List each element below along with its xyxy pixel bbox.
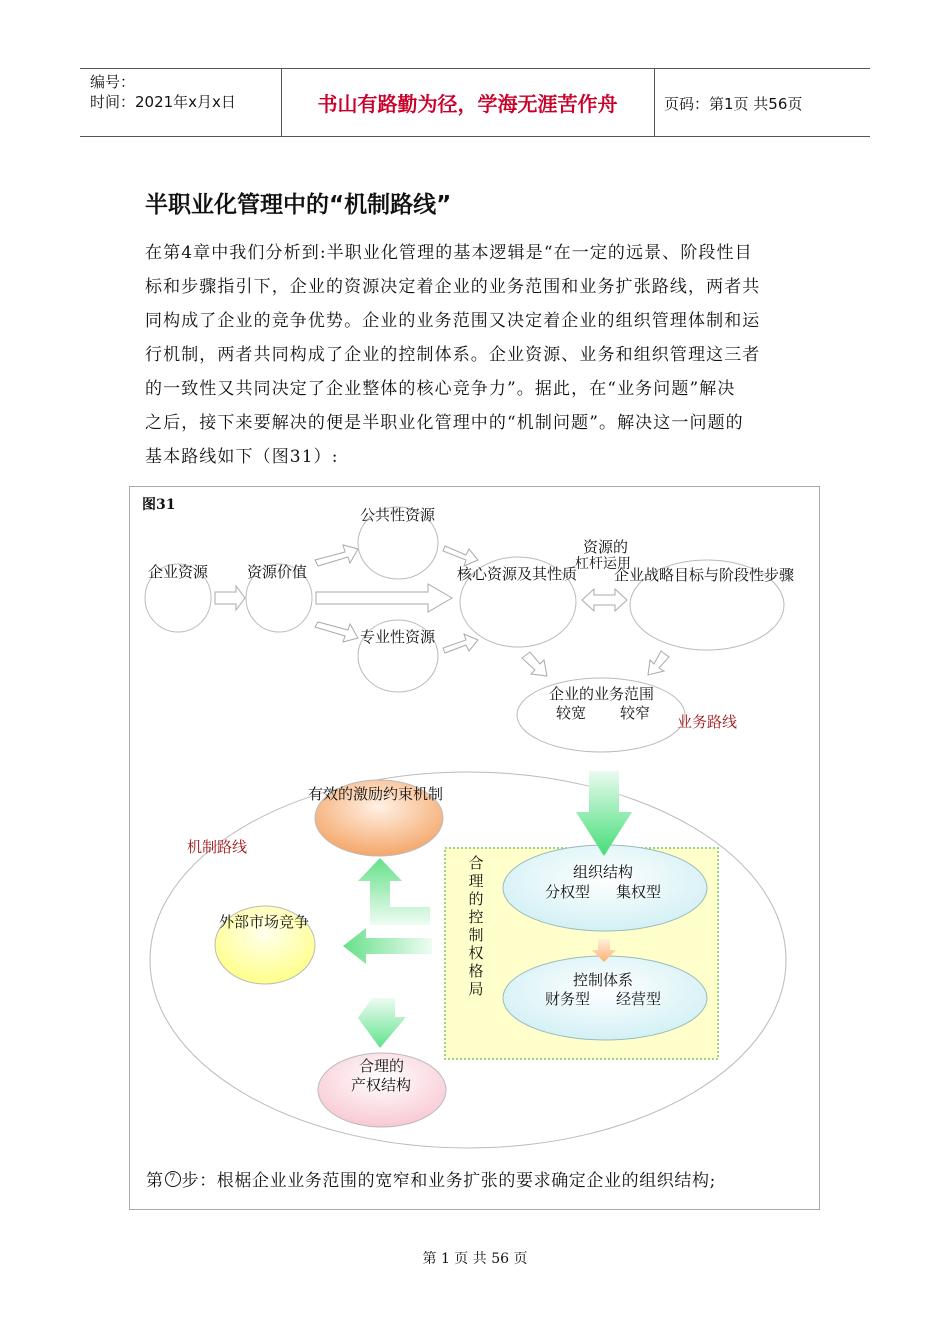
label-control-pattern xyxy=(466,854,486,998)
arrow-right-icon xyxy=(316,584,452,612)
label-special-resources: 专业性资源 xyxy=(360,628,436,646)
paragraph-line: 基本路线如下（图31）: xyxy=(145,447,339,467)
label-enterprise-resources: 企业资源 xyxy=(148,563,209,581)
step-number: 7 xyxy=(169,1172,177,1184)
label-public-resources: 公共性资源 xyxy=(360,506,436,524)
vertical-char: 局 xyxy=(468,980,484,998)
step-line xyxy=(146,1166,716,1191)
label-scope-narrow: 较窄 xyxy=(620,704,651,722)
green-down-elbow-arrow xyxy=(358,998,430,1048)
label-strategy-goals: 企业战略目标与阶段性步骤 xyxy=(614,566,795,584)
vertical-char: 权 xyxy=(468,944,484,962)
label-incentive: 有效的激励约束机制 xyxy=(308,785,444,803)
arrow-down-right-icon xyxy=(315,622,358,642)
label-decentralized: 分权型 xyxy=(545,883,591,901)
label-centralized: 集权型 xyxy=(616,883,662,901)
label-control-system: 控制体系 xyxy=(573,971,634,989)
label-resource-value: 资源价值 xyxy=(247,563,308,581)
vertical-char: 的 xyxy=(468,890,484,908)
arrow-down-icon xyxy=(522,652,547,676)
big-green-down-arrow xyxy=(576,771,632,856)
paragraph-line: 在第4章中我们分析到:半职业化管理的基本逻辑是“在一定的远景、阶段性目 xyxy=(145,243,753,263)
arrow-up-right-icon xyxy=(315,545,358,566)
label-property-line1: 合理的 xyxy=(359,1057,405,1075)
paragraph-line: 标和步骤指引下，企业的资源决定着企业的业务范围和业务扩张路线，两者共 xyxy=(145,277,761,297)
arrow-up-right-icon xyxy=(443,634,478,653)
label-leverage-line2: 杠杆运用 xyxy=(575,556,631,572)
vertical-char: 制 xyxy=(468,926,484,944)
paragraph-line: 的一致性又共同决定了企业整体的核心竞争力”。据此，在“业务问题”解决 xyxy=(145,379,736,399)
label-financial: 财务型 xyxy=(545,990,591,1008)
step-number-badge xyxy=(165,1171,181,1187)
arrow-down-left-icon xyxy=(648,651,669,675)
green-left-arrow xyxy=(343,928,432,964)
header-time-label: 时间：2021年x月x日 xyxy=(90,93,236,111)
section-title: 半职业化管理中的“机制路线” xyxy=(145,192,452,218)
header-number-label: 编号： xyxy=(90,73,136,91)
label-operational: 经营型 xyxy=(616,990,662,1008)
figure-label: 图31 xyxy=(142,497,176,513)
page-footer: 第 1 页 共 56 页 xyxy=(422,1251,528,1267)
paragraph-line: 之后，接下来要解决的便是半职业化管理中的“机制问题”。解决这一问题的 xyxy=(145,413,744,433)
double-arrow-icon xyxy=(582,589,627,611)
green-up-elbow-arrow xyxy=(358,858,430,925)
step-prefix: 第 xyxy=(146,1171,164,1191)
arrow-right-icon xyxy=(215,586,245,610)
header-motto: 书山有路勤为径，学海无涯苦作舟 xyxy=(317,92,618,116)
org-structure-ellipse xyxy=(503,845,707,931)
label-business-route: 业务路线 xyxy=(677,713,738,731)
label-scope-wide: 较宽 xyxy=(556,704,587,722)
label-org-structure: 组织结构 xyxy=(573,863,634,881)
vertical-char: 理 xyxy=(468,872,484,890)
vertical-char: 控 xyxy=(468,908,484,926)
label-external-market: 外部市场竞争 xyxy=(219,913,310,931)
header-page-info: 页码：第1页 共56页 xyxy=(664,95,803,113)
vertical-char: 合 xyxy=(468,854,484,872)
label-leverage-line1: 资源的 xyxy=(583,538,629,556)
paragraph-line: 同构成了企业的竞争优势。企业的业务范围又决定着企业的组织管理体制和运 xyxy=(145,311,761,331)
step-text: 步：根椐企业业务范围的宽窄和业务扩张的要求确定企业的组织结构; xyxy=(181,1171,716,1191)
label-core-resources: 核心资源及其性质 xyxy=(457,565,578,583)
label-mechanism-route: 机制路线 xyxy=(187,838,248,856)
vertical-char: 格 xyxy=(468,962,484,980)
paragraph-line: 行机制，两者共同构成了企业的控制体系。企业资源、业务和组织管理这三者 xyxy=(145,345,761,365)
label-business-scope: 企业的业务范围 xyxy=(549,685,655,703)
label-property-line2: 产权结构 xyxy=(351,1076,412,1094)
